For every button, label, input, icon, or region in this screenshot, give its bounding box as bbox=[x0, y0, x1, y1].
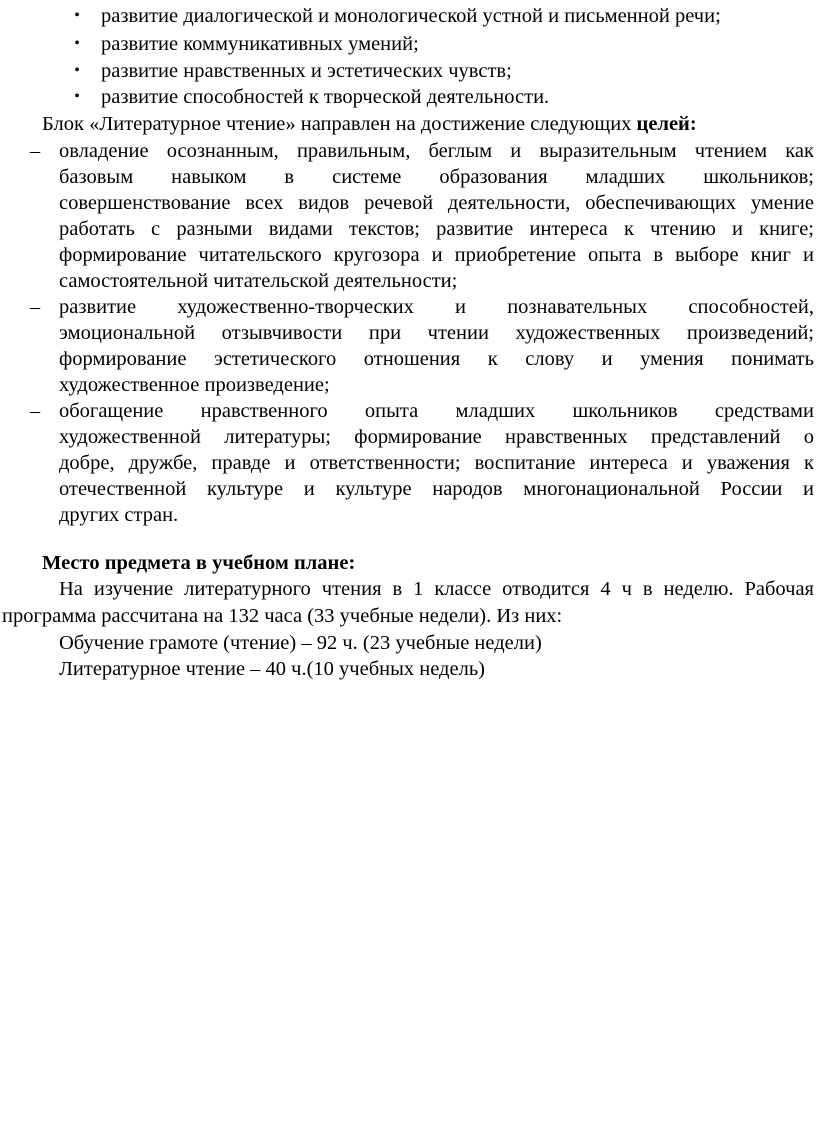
goal-line: совершенствование всех видов речевой деятельности, обеспечивающих умение bbox=[59, 192, 814, 214]
section-heading: Место предмета в учебном плане: bbox=[42, 552, 356, 574]
goal-line: работать с разными видами текстов; развитие интереса к чтению и книге; bbox=[59, 218, 814, 240]
list-item-text: развитие способностей к творческой деятельности. bbox=[101, 86, 550, 108]
list-item-text: развитие коммуникативных умений; bbox=[101, 33, 419, 55]
bullet-icon: • bbox=[74, 7, 80, 24]
dash-icon: – bbox=[29, 140, 41, 162]
plan-paragraph-line: программа рассчитана на 132 часа (33 учебные недели). Из них: bbox=[2, 605, 563, 627]
dash-icon: – bbox=[29, 400, 41, 422]
dash-icon: – bbox=[29, 296, 41, 318]
plan-item: Обучение грамоте (чтение) – 92 ч. (23 учебные недели) bbox=[59, 632, 542, 654]
plan-item: Литературное чтение – 40 ч.(10 учебных недель) bbox=[59, 658, 485, 680]
goal-line: эмоциональной отзывчивости при чтении художественных произведений; bbox=[59, 322, 814, 344]
goal-line: формирование эстетического отношения к слову и умения понимать bbox=[59, 348, 814, 370]
goal-line: художественное произведение; bbox=[59, 374, 330, 396]
goals-label: целей: bbox=[636, 113, 697, 135]
goal-line: самостоятельной читательской деятельности; bbox=[59, 270, 458, 292]
goal-text bbox=[59, 294, 814, 398]
goal-line: отечественной культуре и культуре народов многонациональной России и bbox=[59, 478, 814, 500]
goal-line: обогащение нравственного опыта младших школьников средствами bbox=[59, 400, 814, 422]
goal-text bbox=[59, 398, 814, 528]
goal-line: базовым навыком в системе образования младших школьников; bbox=[59, 166, 814, 188]
list-item-text: развитие диалогической и монологической устной и письменной речи; bbox=[101, 5, 721, 27]
bullet-icon: • bbox=[74, 88, 80, 105]
block-intro-text: Блок «Литературное чтение» направлен на достижение следующих bbox=[42, 113, 637, 135]
goal-line: развитие художественно-творческих и познавательных способностей, bbox=[59, 296, 814, 318]
goal-line: добре, дружбе, правде и ответственности; воспитание интереса и уважения к bbox=[59, 452, 814, 474]
list-item-text: развитие нравственных и эстетических чувств; bbox=[101, 60, 512, 82]
bullet-icon: • bbox=[74, 35, 80, 52]
goal-line: художественной литературы; формирование нравственных представлений о bbox=[59, 426, 814, 448]
plan-paragraph-line: На изучение литературного чтения в 1 классе отводится 4 ч в неделю. Рабочая bbox=[59, 578, 814, 600]
goal-line: овладение осознанным, правильным, беглым и выразительным чтением как bbox=[59, 140, 814, 162]
goal-text bbox=[59, 138, 814, 294]
goal-line: формирование читательского кругозора и приобретение опыта в выборе книг и bbox=[59, 244, 814, 266]
bullet-icon: • bbox=[74, 62, 80, 79]
goal-line: других стран. bbox=[59, 504, 179, 526]
block-intro bbox=[42, 111, 697, 137]
